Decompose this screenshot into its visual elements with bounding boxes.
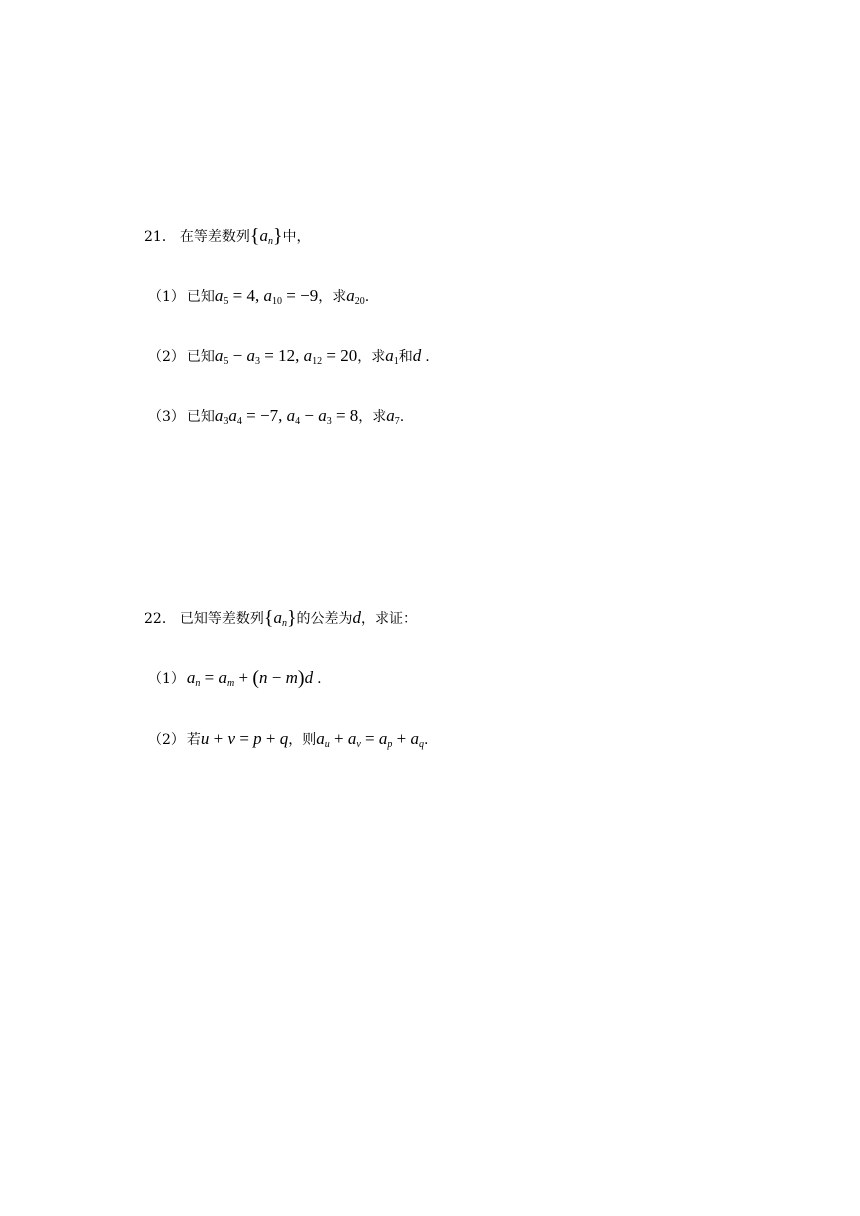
- period: .: [317, 671, 322, 687]
- stem-text-end: 中，: [282, 229, 311, 245]
- part-text: 若: [186, 732, 201, 748]
- period: .: [423, 732, 429, 748]
- part-ask: ，求: [358, 409, 387, 425]
- problem-number: 22．: [144, 611, 176, 627]
- common-difference-variable: d: [352, 608, 362, 627]
- sequence-notation: $\{a_n\}$: [249, 225, 283, 247]
- stem-text: 已知等差数列: [179, 611, 264, 627]
- problem-21-part-2: [148, 346, 430, 367]
- problem-number: 21．: [144, 229, 176, 245]
- period: .: [364, 289, 370, 305]
- part-label: （1）: [148, 289, 185, 305]
- period: .: [399, 409, 405, 425]
- given-equation: $a_5 = 4$, $a_{10} = -9$: [214, 286, 319, 307]
- and-text: 和: [398, 349, 413, 365]
- given-equation: $a_3a_4 = -7$, $a_4 - a_3 = 8$: [214, 406, 359, 427]
- given-equation: $a_5 - a_3 = 12$, $a_{12} = 20$: [214, 346, 358, 367]
- stem-text: 在等差数列: [179, 229, 250, 245]
- part-then: ，则: [288, 732, 317, 748]
- part-label: （2）: [148, 732, 185, 748]
- proof-equation: $a_n = a_m + (n - m)d$: [186, 667, 314, 689]
- stem-text-end: ，求证：: [361, 611, 418, 627]
- part-label: （2）: [148, 349, 185, 365]
- problem-21-part-3: [148, 406, 404, 427]
- problem-21-part-1: [148, 286, 369, 307]
- part-ask: ，求: [357, 349, 386, 365]
- period: .: [425, 349, 430, 365]
- problem-22-part-2: [148, 729, 428, 750]
- part-label: （1）: [148, 671, 185, 687]
- problem-22-part-1: [148, 668, 322, 689]
- sequence-notation: $\{a_n\}$: [263, 607, 297, 629]
- part-ask: ，求: [318, 289, 347, 305]
- problem-21-stem: [144, 226, 311, 247]
- conclusion-equation: $a_u + a_v = a_p + a_q$: [316, 729, 424, 750]
- target-term: $a_{20}$: [346, 286, 365, 307]
- target-term: $a_7$: [386, 406, 400, 427]
- part-label: （3）: [148, 409, 185, 425]
- stem-text-mid: 的公差为: [296, 611, 353, 627]
- condition-equation: u + v = p + q: [200, 729, 289, 748]
- target-term: $a_1$: [385, 346, 399, 367]
- part-text: 已知: [186, 349, 215, 365]
- part-text: 已知: [186, 409, 215, 425]
- target-variable: d: [412, 346, 422, 365]
- problem-22-stem: [144, 608, 417, 629]
- part-text: 已知: [186, 289, 215, 305]
